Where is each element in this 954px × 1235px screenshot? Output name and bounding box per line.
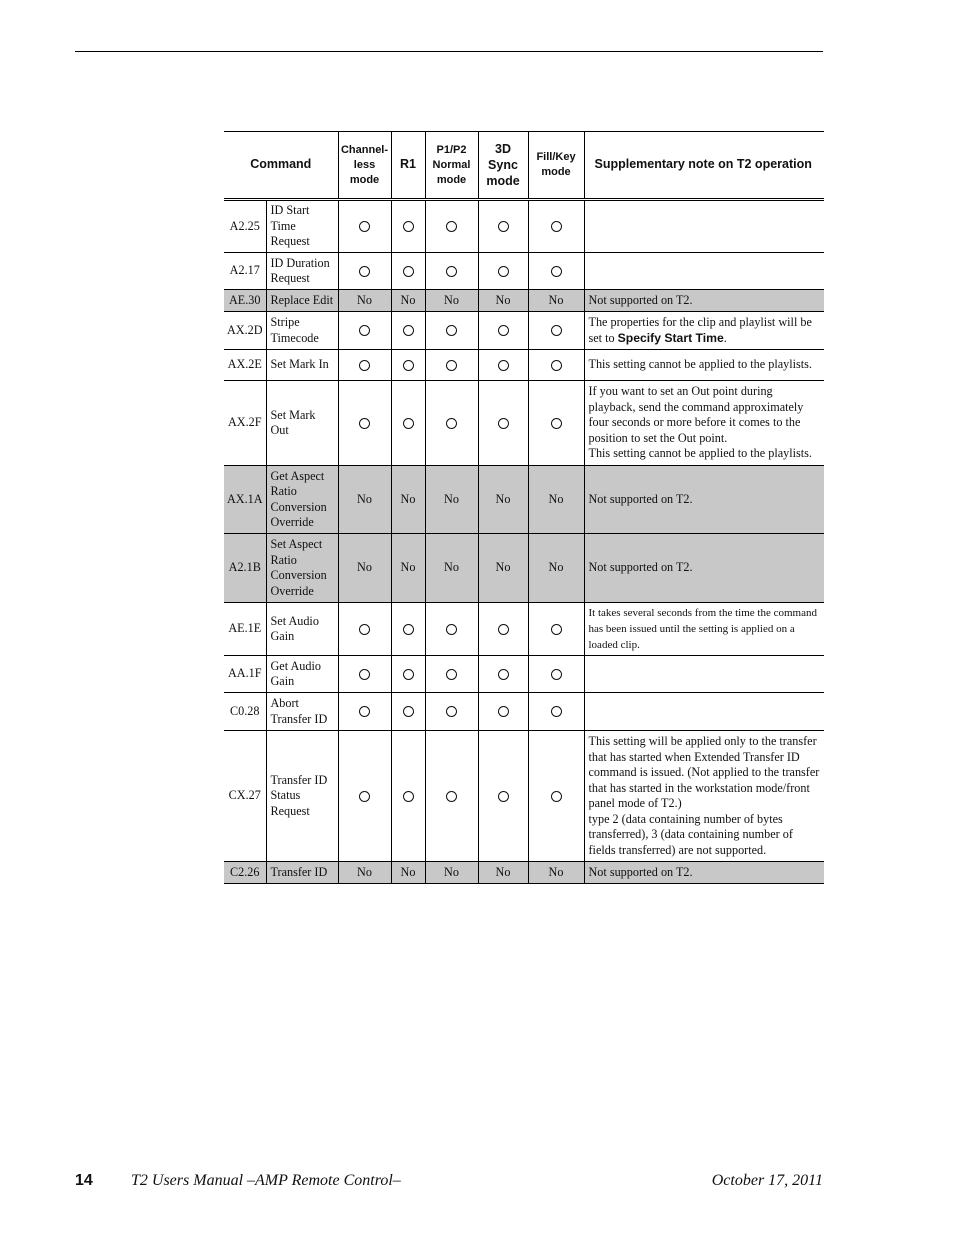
circle-icon: [498, 624, 509, 635]
header-p1p2-normal: P1/P2 Normal mode: [425, 132, 478, 200]
not-supported-value: No: [528, 862, 584, 884]
circle-icon: [498, 706, 509, 717]
circle-icon: [551, 221, 562, 232]
circle-icon: [498, 418, 509, 429]
circle-icon: [446, 360, 457, 371]
header-3d-sync: 3D Sync mode: [478, 132, 528, 200]
command-name: Replace Edit: [266, 290, 338, 312]
supplementary-note: [584, 253, 824, 290]
supplementary-note: [584, 693, 824, 731]
circle-icon: [359, 418, 370, 429]
circle-icon: [446, 418, 457, 429]
table-row: [224, 381, 824, 466]
command-name: Get Audio Gain: [266, 656, 338, 693]
circle-icon: [359, 791, 370, 802]
circle-icon: [551, 360, 562, 371]
command-code: CX.27: [224, 731, 266, 862]
table-row: [224, 312, 824, 350]
circle-icon: [551, 669, 562, 680]
not-supported-value: No: [478, 290, 528, 312]
table-row: [224, 534, 824, 603]
circle-icon: [551, 624, 562, 635]
not-supported-value: No: [338, 862, 391, 884]
supplementary-note: [584, 200, 824, 253]
circle-icon: [446, 266, 457, 277]
command-name: ID Duration Request: [266, 253, 338, 290]
header-supplementary-note: Supplementary note on T2 operation: [584, 132, 824, 200]
circle-icon: [403, 418, 414, 429]
supplementary-note: If you want to set an Out point during playback, send the command approximately four seconds or more before it comes to the position to set the Out point. This setting cannot be applied to the playlists.: [584, 381, 824, 466]
supplementary-note: The properties for the clip and playlist will be set to Specify Start Time.: [584, 312, 824, 350]
circle-icon: [498, 791, 509, 802]
header-rule: [75, 51, 823, 52]
command-name: Get Aspect Ratio Conversion Override: [266, 466, 338, 534]
supplementary-note: Not supported on T2.: [584, 862, 824, 884]
circle-icon: [359, 325, 370, 336]
supplementary-note: This setting will be applied only to the transfer that has started when Extended Transfer ID command is issued. (Not applied to the transfer that has started in the workstation mode/front panel mode of T2.) type 2 (data containing number of bytes transferred), 3 (data containing number of fields transferred) are not supported.: [584, 731, 824, 862]
command-name: Stripe Timecode: [266, 312, 338, 350]
circle-icon: [403, 221, 414, 232]
circle-icon: [403, 624, 414, 635]
not-supported-value: No: [391, 534, 425, 603]
circle-icon: [359, 669, 370, 680]
command-name: Abort Transfer ID: [266, 693, 338, 731]
command-code: AA.1F: [224, 656, 266, 693]
circle-icon: [446, 791, 457, 802]
table-row: [224, 656, 824, 693]
circle-icon: [551, 791, 562, 802]
command-code: AE.30: [224, 290, 266, 312]
header-fill-key: Fill/Key mode: [528, 132, 584, 200]
header-command: Command: [224, 132, 338, 200]
circle-icon: [446, 624, 457, 635]
command-code: AE.1E: [224, 603, 266, 656]
not-supported-value: No: [528, 534, 584, 603]
not-supported-value: No: [391, 862, 425, 884]
circle-icon: [551, 266, 562, 277]
circle-icon: [403, 266, 414, 277]
circle-icon: [551, 325, 562, 336]
circle-icon: [403, 325, 414, 336]
table-row: [224, 466, 824, 534]
not-supported-value: No: [425, 862, 478, 884]
command-code: C0.28: [224, 693, 266, 731]
not-supported-value: No: [528, 290, 584, 312]
supplementary-note: [584, 656, 824, 693]
circle-icon: [446, 669, 457, 680]
circle-icon: [551, 706, 562, 717]
command-code: A2.17: [224, 253, 266, 290]
not-supported-value: No: [338, 290, 391, 312]
circle-icon: [359, 221, 370, 232]
command-table: [224, 131, 824, 884]
circle-icon: [403, 791, 414, 802]
circle-icon: [551, 418, 562, 429]
circle-icon: [498, 669, 509, 680]
circle-icon: [359, 360, 370, 371]
supplementary-note: This setting cannot be applied to the playlists.: [584, 350, 824, 381]
circle-icon: [403, 669, 414, 680]
not-supported-value: No: [478, 534, 528, 603]
circle-icon: [498, 360, 509, 371]
circle-icon: [446, 706, 457, 717]
command-name: Set Mark Out: [266, 381, 338, 466]
not-supported-value: No: [425, 290, 478, 312]
document-date: October 17, 2011: [711, 1172, 823, 1189]
command-name: Set Mark In: [266, 350, 338, 381]
header-channelless: Channel- less mode: [338, 132, 391, 200]
circle-icon: [446, 221, 457, 232]
command-name: Transfer ID: [266, 862, 338, 884]
not-supported-value: No: [425, 466, 478, 534]
circle-icon: [359, 624, 370, 635]
supplementary-note: Not supported on T2.: [584, 534, 824, 603]
table-row: [224, 350, 824, 381]
table-row: [224, 862, 824, 884]
not-supported-value: No: [338, 534, 391, 603]
not-supported-value: No: [391, 290, 425, 312]
command-code: AX.2F: [224, 381, 266, 466]
supplementary-note: Not supported on T2.: [584, 466, 824, 534]
command-code: A2.1B: [224, 534, 266, 603]
circle-icon: [359, 706, 370, 717]
table-row: [224, 693, 824, 731]
command-code: AX.1A: [224, 466, 266, 534]
circle-icon: [359, 266, 370, 277]
command-code: C2.26: [224, 862, 266, 884]
not-supported-value: No: [478, 862, 528, 884]
circle-icon: [403, 706, 414, 717]
supplementary-note: Not supported on T2.: [584, 290, 824, 312]
not-supported-value: No: [478, 466, 528, 534]
circle-icon: [403, 360, 414, 371]
table-header-row: [224, 132, 824, 200]
command-name: ID Start Time Request: [266, 200, 338, 253]
document-title: T2 Users Manual –AMP Remote Control–: [131, 1172, 401, 1189]
table-row: [224, 253, 824, 290]
table-row: [224, 731, 824, 862]
circle-icon: [498, 221, 509, 232]
command-name: Set Aspect Ratio Conversion Override: [266, 534, 338, 603]
circle-icon: [498, 325, 509, 336]
page-number: 14: [75, 1172, 93, 1189]
command-name: Transfer ID Status Request: [266, 731, 338, 862]
not-supported-value: No: [528, 466, 584, 534]
header-r1: R1: [391, 132, 425, 200]
command-code: AX.2E: [224, 350, 266, 381]
command-code: A2.25: [224, 200, 266, 253]
circle-icon: [446, 325, 457, 336]
command-name: Set Audio Gain: [266, 603, 338, 656]
table-row: [224, 290, 824, 312]
not-supported-value: No: [338, 466, 391, 534]
circle-icon: [498, 266, 509, 277]
setting-name: Specify Start Time: [617, 330, 724, 345]
not-supported-value: No: [425, 534, 478, 603]
command-code: AX.2D: [224, 312, 266, 350]
supplementary-note: It takes several seconds from the time the command has been issued until the setting is applied on a loaded clip.: [584, 603, 824, 656]
not-supported-value: No: [391, 466, 425, 534]
table-row: [224, 200, 824, 253]
table-row: [224, 603, 824, 656]
